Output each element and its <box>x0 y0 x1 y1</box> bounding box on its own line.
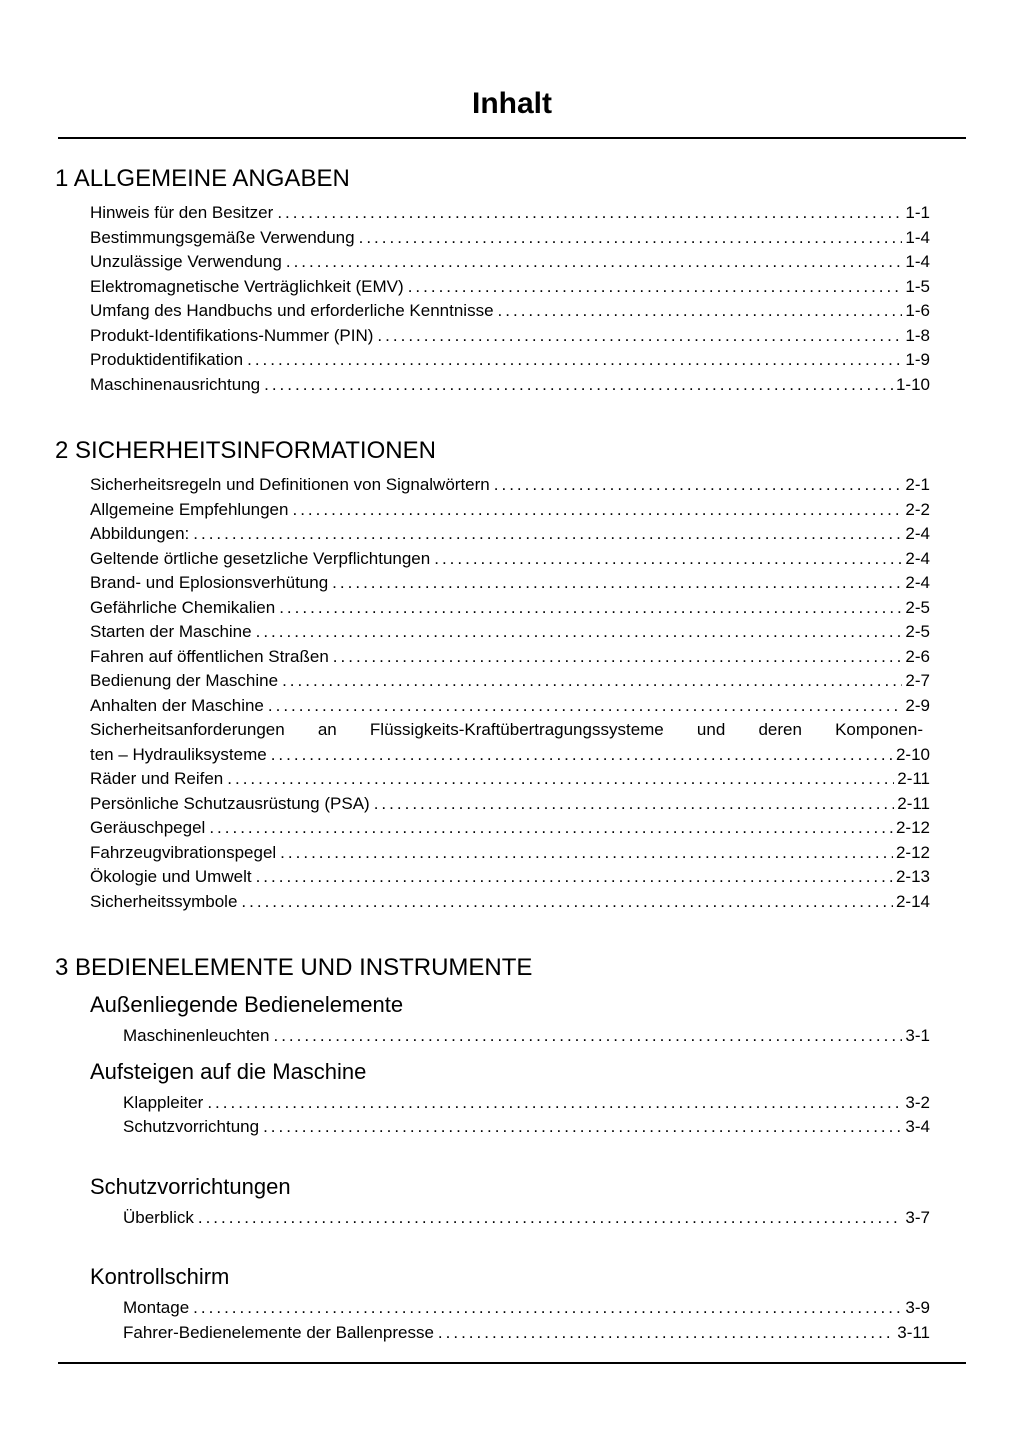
toc-entry-label: Sicherheitsregeln und Definitionen von Signalwörtern <box>90 475 490 494</box>
dot-leader <box>280 841 893 866</box>
footer-rule <box>58 1362 966 1364</box>
toc-entry <box>90 250 930 275</box>
toc-entry-page: 2-7 <box>905 671 930 690</box>
subsection-heading: Aufsteigen auf die Maschine <box>90 1058 367 1084</box>
toc-entry-label: Produktidentifikation <box>90 350 244 369</box>
toc-entry-label: Geltende örtliche gesetzliche Verpflichtungen <box>90 548 431 568</box>
toc-entry-page: 1-4 <box>905 227 930 247</box>
toc-entry-label: Brand- und Eplosionsverhütung <box>90 573 329 592</box>
dot-leader <box>264 373 893 398</box>
page-title: Inhalt <box>472 87 552 120</box>
toc-section-3 <box>55 954 930 1345</box>
dot-leader <box>332 571 902 596</box>
toc-entry <box>90 373 930 398</box>
toc-entry-label: Umfang des Handbuchs und erforderliche Kenntnisse <box>90 301 494 320</box>
toc-entry-page: 2-11 <box>897 769 930 788</box>
toc-entry <box>90 645 930 670</box>
toc-entry-page: 3-7 <box>905 1207 930 1227</box>
dot-leader <box>333 645 903 670</box>
toc-entry-label: Fahrzeugvibrationspegel <box>90 842 277 862</box>
toc-entry <box>90 324 930 349</box>
toc-entry <box>90 669 930 694</box>
toc-entry <box>123 1115 930 1140</box>
toc-entry-page: 1-9 <box>905 350 930 369</box>
toc-entry-page: 3-4 <box>905 1117 930 1136</box>
toc-entry-label: Ökologie und Umwelt <box>90 867 252 886</box>
dot-leader <box>193 1296 902 1321</box>
subsection-heading: Schutzvorrichtungen <box>90 1173 291 1199</box>
toc-entry-page: 3-2 <box>905 1092 930 1112</box>
toc-entry <box>123 1206 930 1231</box>
dot-leader <box>198 1206 903 1231</box>
dot-leader <box>434 547 902 572</box>
toc-entry <box>90 792 930 817</box>
toc-entry-label: Gefährliche Chemikalien <box>90 597 276 617</box>
toc-entry <box>90 865 930 890</box>
subsection-heading: Außenliegende Bedienelemente <box>90 992 404 1017</box>
dot-leader <box>247 348 902 373</box>
toc-entry-label: Hinweis für den Besitzer <box>90 203 274 222</box>
toc-entry-page: 2-4 <box>905 573 930 592</box>
section-heading: 2 SICHERHEITSINFORMATIONEN <box>55 437 436 464</box>
dot-leader <box>227 767 894 792</box>
dot-leader <box>273 1024 902 1049</box>
dot-leader <box>286 250 903 275</box>
toc-entry-page: 1-6 <box>905 301 930 320</box>
toc-entry-page: 2-5 <box>905 597 930 617</box>
dot-leader <box>408 275 903 300</box>
toc-entry-page: 1-10 <box>895 374 930 394</box>
toc-entry <box>90 816 930 841</box>
toc-entry-page: 1-1 <box>905 203 930 222</box>
toc-entry <box>90 841 930 866</box>
dot-leader <box>292 498 902 523</box>
dot-leader <box>282 669 902 694</box>
toc-entry-label: Elektromagnetische Verträglichkeit (EMV) <box>90 276 404 296</box>
toc-entry <box>90 571 930 596</box>
toc-entry-label: Abbildungen: <box>90 524 190 543</box>
toc-entry-page: 2-12 <box>895 842 930 862</box>
toc-entry-label: Sicherheitsanforderungen an Flüssigkeits-Kraftübertragungssysteme und deren Komponen- <box>90 720 923 739</box>
toc-entry <box>90 620 930 645</box>
dot-leader <box>268 694 903 719</box>
section-heading: 3 BEDIENELEMENTE UND INSTRUMENTE <box>55 954 533 981</box>
toc-entry-page: 2-10 <box>895 744 930 764</box>
toc-section-2 <box>55 437 930 914</box>
toc-entry-label: Persönliche Schutzausrüstung (PSA) <box>90 793 370 813</box>
toc-entry <box>90 201 930 226</box>
dot-leader <box>438 1321 894 1346</box>
dot-leader <box>498 299 903 324</box>
toc-entry-page: 2-12 <box>895 818 930 837</box>
toc-entry-page: 1-5 <box>905 276 930 296</box>
toc-entry-label: Starten der Maschine <box>90 622 252 641</box>
toc-entry-page: 1-4 <box>905 252 930 271</box>
subsection-heading: Kontrollschirm <box>90 1264 230 1289</box>
toc-entry-page: 2-6 <box>905 646 930 666</box>
toc-entry <box>90 890 930 915</box>
toc-entry-label: Anhalten der Maschine <box>90 695 264 715</box>
toc-entry-label: Bestimmungsgemäße Verwendung <box>90 227 355 247</box>
toc-entry-label: Klappleiter <box>123 1092 204 1112</box>
toc-entry <box>90 694 930 719</box>
toc-entry <box>90 299 930 324</box>
toc-entry-label: Sicherheitssymbole <box>90 891 238 911</box>
toc-entry <box>123 1321 930 1346</box>
toc-entry-page: 2-4 <box>905 524 930 543</box>
dot-leader <box>209 816 893 841</box>
toc-entry-label: Fahren auf öffentlichen Straßen <box>90 646 329 666</box>
dot-leader <box>271 743 893 768</box>
toc-entry-page: 2-13 <box>895 867 930 886</box>
toc-entry-label: Produkt-Identifikations-Nummer (PIN) <box>90 325 374 345</box>
section-heading: 1 ALLGEMEINE ANGABEN <box>55 165 350 192</box>
toc-entry-label: Räder und Reifen <box>90 769 224 788</box>
toc-entry-label: Schutzvorrichtung <box>123 1117 260 1136</box>
toc-entry <box>90 767 930 792</box>
toc-entry-page: 2-2 <box>905 499 930 519</box>
toc-entry-page: 2-5 <box>905 622 930 641</box>
title-rule <box>58 137 966 139</box>
toc-entry <box>90 226 930 251</box>
dot-leader <box>256 865 893 890</box>
toc-entry <box>90 743 930 768</box>
toc-entry <box>90 596 930 621</box>
toc-entry-label: Bedienung der Maschine <box>90 671 279 690</box>
toc-entry-label: Allgemeine Empfehlungen <box>90 499 289 519</box>
toc-entry <box>90 522 930 547</box>
toc-entry-label: Maschinenausrichtung <box>90 374 261 394</box>
toc-entry-label: Geräuschpegel <box>90 818 206 837</box>
toc-entry <box>90 547 930 572</box>
dot-leader <box>193 522 902 547</box>
toc-entry <box>90 275 930 300</box>
toc-entry-label: Unzulässige Verwendung <box>90 252 282 271</box>
toc-entry-page: 3-9 <box>905 1298 930 1317</box>
toc-entry-label: Überblick <box>123 1207 194 1227</box>
toc-entry-label: Fahrer-Bedienelemente der Ballenpresse <box>123 1322 434 1342</box>
toc-entry-page: 2-9 <box>905 695 930 715</box>
toc-entry <box>90 718 930 743</box>
toc-entry <box>123 1024 930 1049</box>
toc-entry <box>90 498 930 523</box>
toc-entry <box>123 1091 930 1116</box>
dot-leader <box>241 890 893 915</box>
toc-entry-page: 1-8 <box>905 325 930 345</box>
toc-entry-label: Montage <box>123 1298 190 1317</box>
dot-leader <box>494 473 903 498</box>
dot-leader <box>377 324 902 349</box>
dot-leader <box>374 792 895 817</box>
toc-entry-page: 3-1 <box>905 1026 930 1045</box>
dot-leader <box>263 1115 902 1140</box>
dot-leader <box>279 596 902 621</box>
toc-entry <box>123 1296 930 1321</box>
dot-leader <box>256 620 903 645</box>
toc-section-1 <box>55 165 930 397</box>
toc-entry-page: 2-14 <box>895 891 930 911</box>
toc-entry-page: 2-1 <box>905 475 930 494</box>
toc-entry <box>90 473 930 498</box>
toc-entry <box>90 348 930 373</box>
toc-entry-page: 2-4 <box>905 548 930 568</box>
dot-leader <box>207 1091 902 1116</box>
toc-entry-label: ten – Hydrauliksysteme <box>90 744 267 764</box>
table-of-contents <box>0 165 1024 1345</box>
toc-entry-label: Maschinenleuchten <box>123 1026 270 1045</box>
dot-leader <box>277 201 902 226</box>
toc-entry-page: 2-11 <box>897 793 930 813</box>
dot-leader <box>359 226 903 251</box>
toc-entry-page: 3-11 <box>897 1322 930 1342</box>
